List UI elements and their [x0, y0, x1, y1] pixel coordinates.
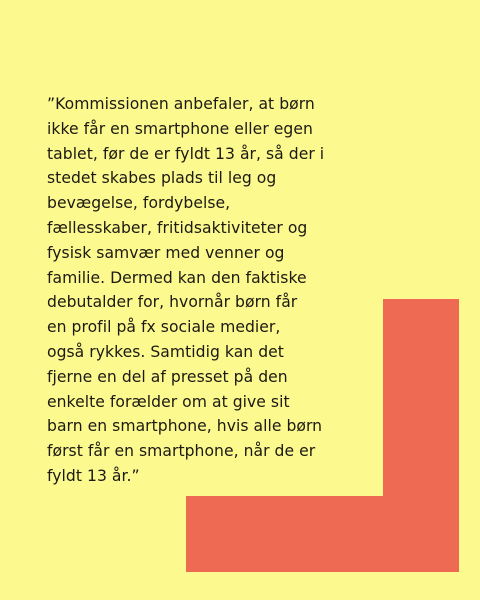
- quote-line: bevægelse, fordybelse,: [47, 194, 231, 213]
- quote-line: fyldt 13 år.”: [47, 466, 140, 485]
- quote-line: debutalder for, hvornår børn får: [47, 293, 298, 312]
- quote-line: enkelte forælder om at give sit: [47, 392, 290, 411]
- quote-text-block: [47, 92, 377, 489]
- quote-line: ”Kommissionen anbefaler, at børn: [47, 95, 315, 113]
- quote-line: en profil på fx sociale medier,: [47, 318, 281, 337]
- quote-line: barn en smartphone, hvis alle børn: [47, 417, 323, 436]
- quote-line: familie. Dermed kan den faktiske: [47, 268, 307, 287]
- quote-line: også rykkes. Samtidig kan det: [47, 342, 284, 361]
- quote-line: stedet skabes plads til leg og: [47, 169, 277, 188]
- quote-line: ikke får en smartphone eller egen: [47, 119, 313, 138]
- quote-line: først får en smartphone, når de er: [47, 442, 316, 461]
- coral-shape-horizontal: [186, 496, 459, 572]
- quote-line: fællesskaber, fritidsaktiviteter og: [47, 218, 308, 237]
- quote-line: fjerne en del af presset på den: [47, 367, 288, 386]
- quote-line: tablet, før de er fyldt 13 år, så der i: [47, 144, 325, 163]
- quote-line: fysisk samvær med venner og: [47, 243, 285, 262]
